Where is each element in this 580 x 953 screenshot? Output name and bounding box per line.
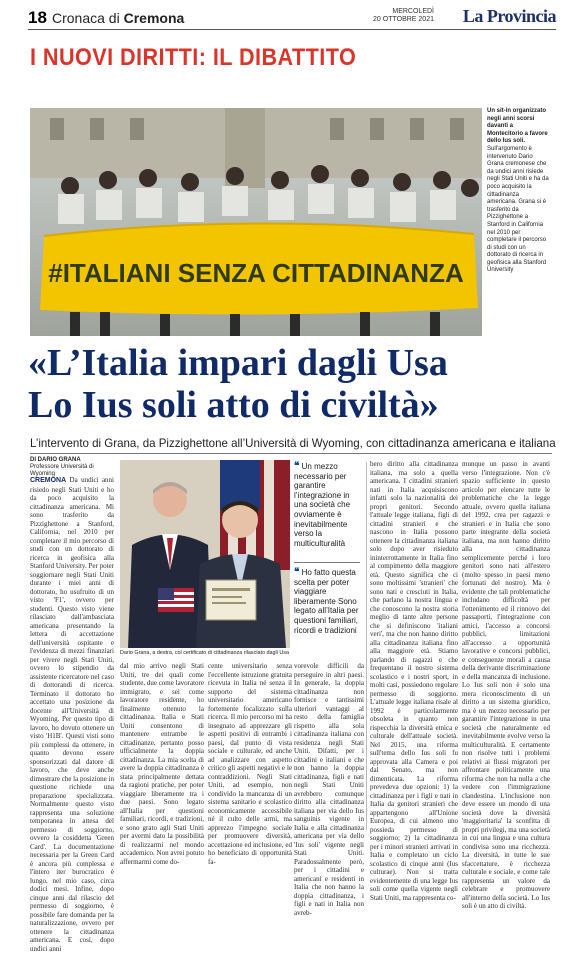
pull-quote-1 [294, 462, 360, 548]
protest-photo-illustration [30, 108, 482, 336]
column-5-text: bero diritto alla cittadinanza italiana, ma solo a quella americana. I cittadini stranieri nati in Italia acquisiscono infatti solo la nazionalità dei propri genitori. Secondo l'attuale legge italiana, figli di cittadini stranieri e che nascono in Italia possono ottenere la cittadinanza italiana solo dopo aver risieduto ininterrottamente in Italia fino al compimento della maggiore età. Questo significa che ci sono moltissimi 'stranieri' che sono nati e cresciuti in Italia, che parlano la nostra lingua e che conoscono la nostra storia meglio di tante altre persone che si definiscono 'italiani veri', ma che non hanno diritto alla cittadinanza italiana fino alla maggiore età. Stiamo parlando di ragazzi e che frequentano il nostro sistema scolastico e i nostri sport, in molti casi, possiedono regolare permesso di soggiorno. L'attuale legge italiana risale al 1992 è particolarmente obsoleta in quanto non rispecchia la diversità etnica e culturale dell'attuale società. Nel 2015, una riforma sull'tema dello Ius soli fu approvata alla Camera e poi dal Senato, ma non dimenticata. La riforma prevedeva due opzioni: 1) la cittadinanza per i figli e nati in Italia da genitori stranieri che appartengono all'Unione Europea, di cui almeno uno possieda permesso di soggiorno; 2) la cittadinanza per i minori stranieri arrivati in Italia e completato un ciclo scolastico di cinque anni (Ius culturae). Non si tratta evidentemente di una legge Ius soli come quella vigente negli Stati Uniti, ma rappresenta co- [370, 460, 458, 902]
newspaper-logo: La Provincia [462, 6, 556, 26]
portrait-caption: Dario Grana, a destra, col certificato di cittadinanza rilasciato dagli Usa [120, 650, 289, 656]
byline-author: DI DARIO GRANA [30, 457, 81, 463]
column-3-text: cente universitario senza l'eccellente istruzione gratuita ricevuta in Italia né senza il supporto del sistema universitario americano fortemente focalizzato sulla ricerca. Il mio percorso mi ha insegnato ad apprezzare gli aspetti positivi di entrambi i paesi, dal punto di vista sociale e culturale, ed anche ad analizzare con aspetto critico gli aspetti negativi e le contraddizioni. Negli Stati Uniti, ad esempio, non condivido la mancanza di un sistema sanitario e scolastico economicamente accessibile né il culto delle armi, ma apprezzo l'impegno sociale per promuovere diversità, accettazione ed inclusione, ed ho beneficiato di opportunità fa- [208, 662, 292, 866]
section-title [52, 10, 184, 26]
portrait-photo [120, 460, 290, 648]
pull-quote-1-text: Un mezzo necessario per garantire l’integrazione in una società che ovviamente è inevitabilmente verso la multiculturalità [294, 462, 351, 548]
article-column-4 [294, 662, 364, 917]
headline-line-1: «L’Italia impari dagli Usa [28, 342, 448, 384]
pull-quote-2 [294, 568, 360, 635]
pull-quote-2-text: Ho fatto questa scelta per poter viaggiare liberamente Sono legato all’Italia per questioni familiari, ricordi e tradizioni [294, 568, 359, 635]
protest-photo [30, 108, 482, 336]
banner-text: #ITALIANI SENZA CITTADINANZA [48, 258, 464, 288]
pull-quote-divider [294, 562, 360, 563]
issue-day: MERCOLEDÌ [392, 8, 434, 15]
article-headline [28, 342, 553, 426]
article-column-1 [30, 476, 114, 953]
column-2-text: dal mio arrivo negli Stati Uniti, tre dei quali come studente, due come lavoratore immigrato, e sei come lavoratore residente, ho finalmente ottenuto la cittadinanza. Italia e Stati Uniti consentono di mantenere entrambe le cittadinanze, pertanto posso ufficialmente la doppia cittadinanza. La mia scelta di avere la doppia cittadinanza è stata principalmente dettata da ragioni pratiche, per poter viaggiare liberamente tra i due paesi. Sono legato all'Italia per questioni familiari, ricordi, e tradizioni, e sono grato agli Stati Uniti per avermi dato la possibilità di realizzarmi nel mondo accademico. Non avrei potuto affermarmi come do- [120, 662, 204, 866]
top-photo-caption [487, 108, 549, 275]
article-column-6 [462, 460, 550, 910]
column-6-text: munque un passo in avanti verso l'integrazione. Non c'è spazio sufficiente in questo articolo per elencare tutte le problematiche che la legge attuale, ovvero quella italiana del 1992, crea per ragazzi e stranieri e in Italia che sono parte integrante della società italiana, ma non hanno diritto alla cittadinanza semplicemente perché i loro genitori sono nati all'estero (molto spesso in paesi meno fortunati del nostro). Ma è evidente che tali problematiche includano difficoltà per l'ottenimento ed il rinnovo dei passaporti, l'integrazione con amici, l'accesso a concorsi pubblici, limitazioni all'accesso a opportunità lavorative e concorsi pubblici, e conseguenze morali a causa della derivante discriminazione e della mancanza di inclusione. Lo Ius soli non è solo una mera riconoscimento di un diritto a un sistema giuridico, ma è un mezzo necessario per garantire l'integrazione in una società che naturalmente ed inevitabilmente evolve verso la multiculturalità. E certamente non risolve tutti i problemi relativi ai flussi migratori per affrontare politicamente una riforma che non ha nulla a che vedere con l'immigrazione clandestina. L'inclusione non deve essere un mondo di una società dove la diversità 'maggioritaria' la sconfitta di propri privilegi, ma una società in cui una lingua e una cultura condivisa sono una ricchezza. La diversità, in tutte le sue sfaccettature, è ricchezza culturale e sociale, e come tale rappresenta un valore da celebrare e promuovere all'interno della società. Lo Ius soli è un atto di civiltà. [462, 460, 550, 910]
byline [30, 457, 112, 478]
section-city: Cremona [123, 10, 185, 26]
byline-role: Professore Università di Wyoming [30, 464, 94, 477]
dateline: CREMONA [30, 477, 67, 484]
column-1-text: Da undici anni risiedo negli Stati Uniti e ho da poco acquisito la cittadinanza americana. Mi sono trasferito da Pizzighettone a Stanford, California, nel 2010 per completare il mio percorso di studi con un dottorato di ricerca in geofisica alla Stanford University. Per poter soggiornare negli Stati Uniti durante i miei anni di dottorato, ho usufruito di un visto 'F1', ovvero per studenti. Questo visto viene rilasciato dall'ambasciata americana presentando la lettera di accettazione dell'università ospitante e l'evidenza di mezzi finanziari per vivere negli Stati Uniti, ovvero lo stipendio da assistente ricercatore nel caso di dottorandi di ricerca. Terminato il dottorato ho accettato una posizione da docente all'Università di Wyoming. Per questo tipo di lavoro, ho dovuto ottenere un visto 'H1B'. Questi visti sono più complessi da ottenere, in quanto devono essere sponsorizzati dal datore di lavoro, che deve anche dimostrare che la posizione in questione richiede una preparazione specializzata. Normalmente questo visto rappresenta una soluzione temporanea in attesa del permesso di soggiorno, ovvero la cosiddetta 'Green Card'. La documentazione necessaria per la Green Card è ancora più complessa e l'intero iter burocratico è lungo, nel mio caso, circa dodici mesi. Infine, dopo cinque anni dal rilascio del permesso di soggiorno, è possibile fare domanda per la naturalizzazione, ovvero per ottenere la cittadinanza americana. E così, dopo undici anni [30, 476, 114, 953]
article-deck: L’intervento di Grana, da Pizzighettone all’Università di Wyoming, con cittadinanza americana e italiana [30, 436, 556, 450]
issue-date [373, 8, 434, 24]
top-photo-caption-lead: Un sit-in organizzato negli anni scorsi davanti a Montecitorio a favore dello Ius soli. [487, 108, 548, 145]
page-number: 18 [28, 8, 47, 27]
quote-mark-icon: ❝ [294, 461, 300, 472]
top-photo-caption-body: Sull'argomento è intervenuto Dario Grana cremonese che da undici anni risiede negli Stati Uniti e ha da poco acquisito la cittadinanza americana. Grana si è trasferito da Pizzighettone a Stanford in California nel 2010 per completare il percorso di studi con un dottorato di ricerca in geofisica alla Stanford University [487, 145, 549, 274]
quote-mark-icon: ❝ [294, 567, 300, 578]
divider [30, 453, 552, 454]
headline-line-2: Lo Ius soli atto di civiltà» [28, 384, 439, 426]
column-divider [366, 462, 367, 830]
section-prefix: Cronaca di [52, 10, 120, 26]
portrait-photo-illustration [120, 460, 290, 648]
article-column-3 [208, 662, 292, 866]
column-4-text: vorevole difficili da perseguire in altri paesi. In generale, la doppia cittadinanza non fornisce e tantissimi ulteriori vantaggi al resto della famiglia rispetto alla sola cittadinanza italiana con residenza negli Stati Uniti. Difatti, per i cittadini e italiani e che non hanno la doppia cittadinanza, figli e nati negli Stati Uniti avrebbero comunque diritto alla cittadinanza italiana per via dello Ius sanguinis vigente in Italia e alla cittadinanza americana per via dello 'Ius soli' vigente negli Stati Uniti. Paradossalmente però, per i cittadini e americani e residenti in Italia che non hanno la doppia cittadinanza, i figli e nati in Italia non avreb- [294, 662, 364, 917]
section-kicker: I NUOVI DIRITTI: IL DIBATTITO [30, 44, 357, 71]
issue-date-text: 20 OTTOBRE 2021 [373, 16, 434, 23]
article-column-5 [370, 460, 458, 902]
page-header [28, 6, 556, 30]
article-column-2 [120, 662, 204, 866]
